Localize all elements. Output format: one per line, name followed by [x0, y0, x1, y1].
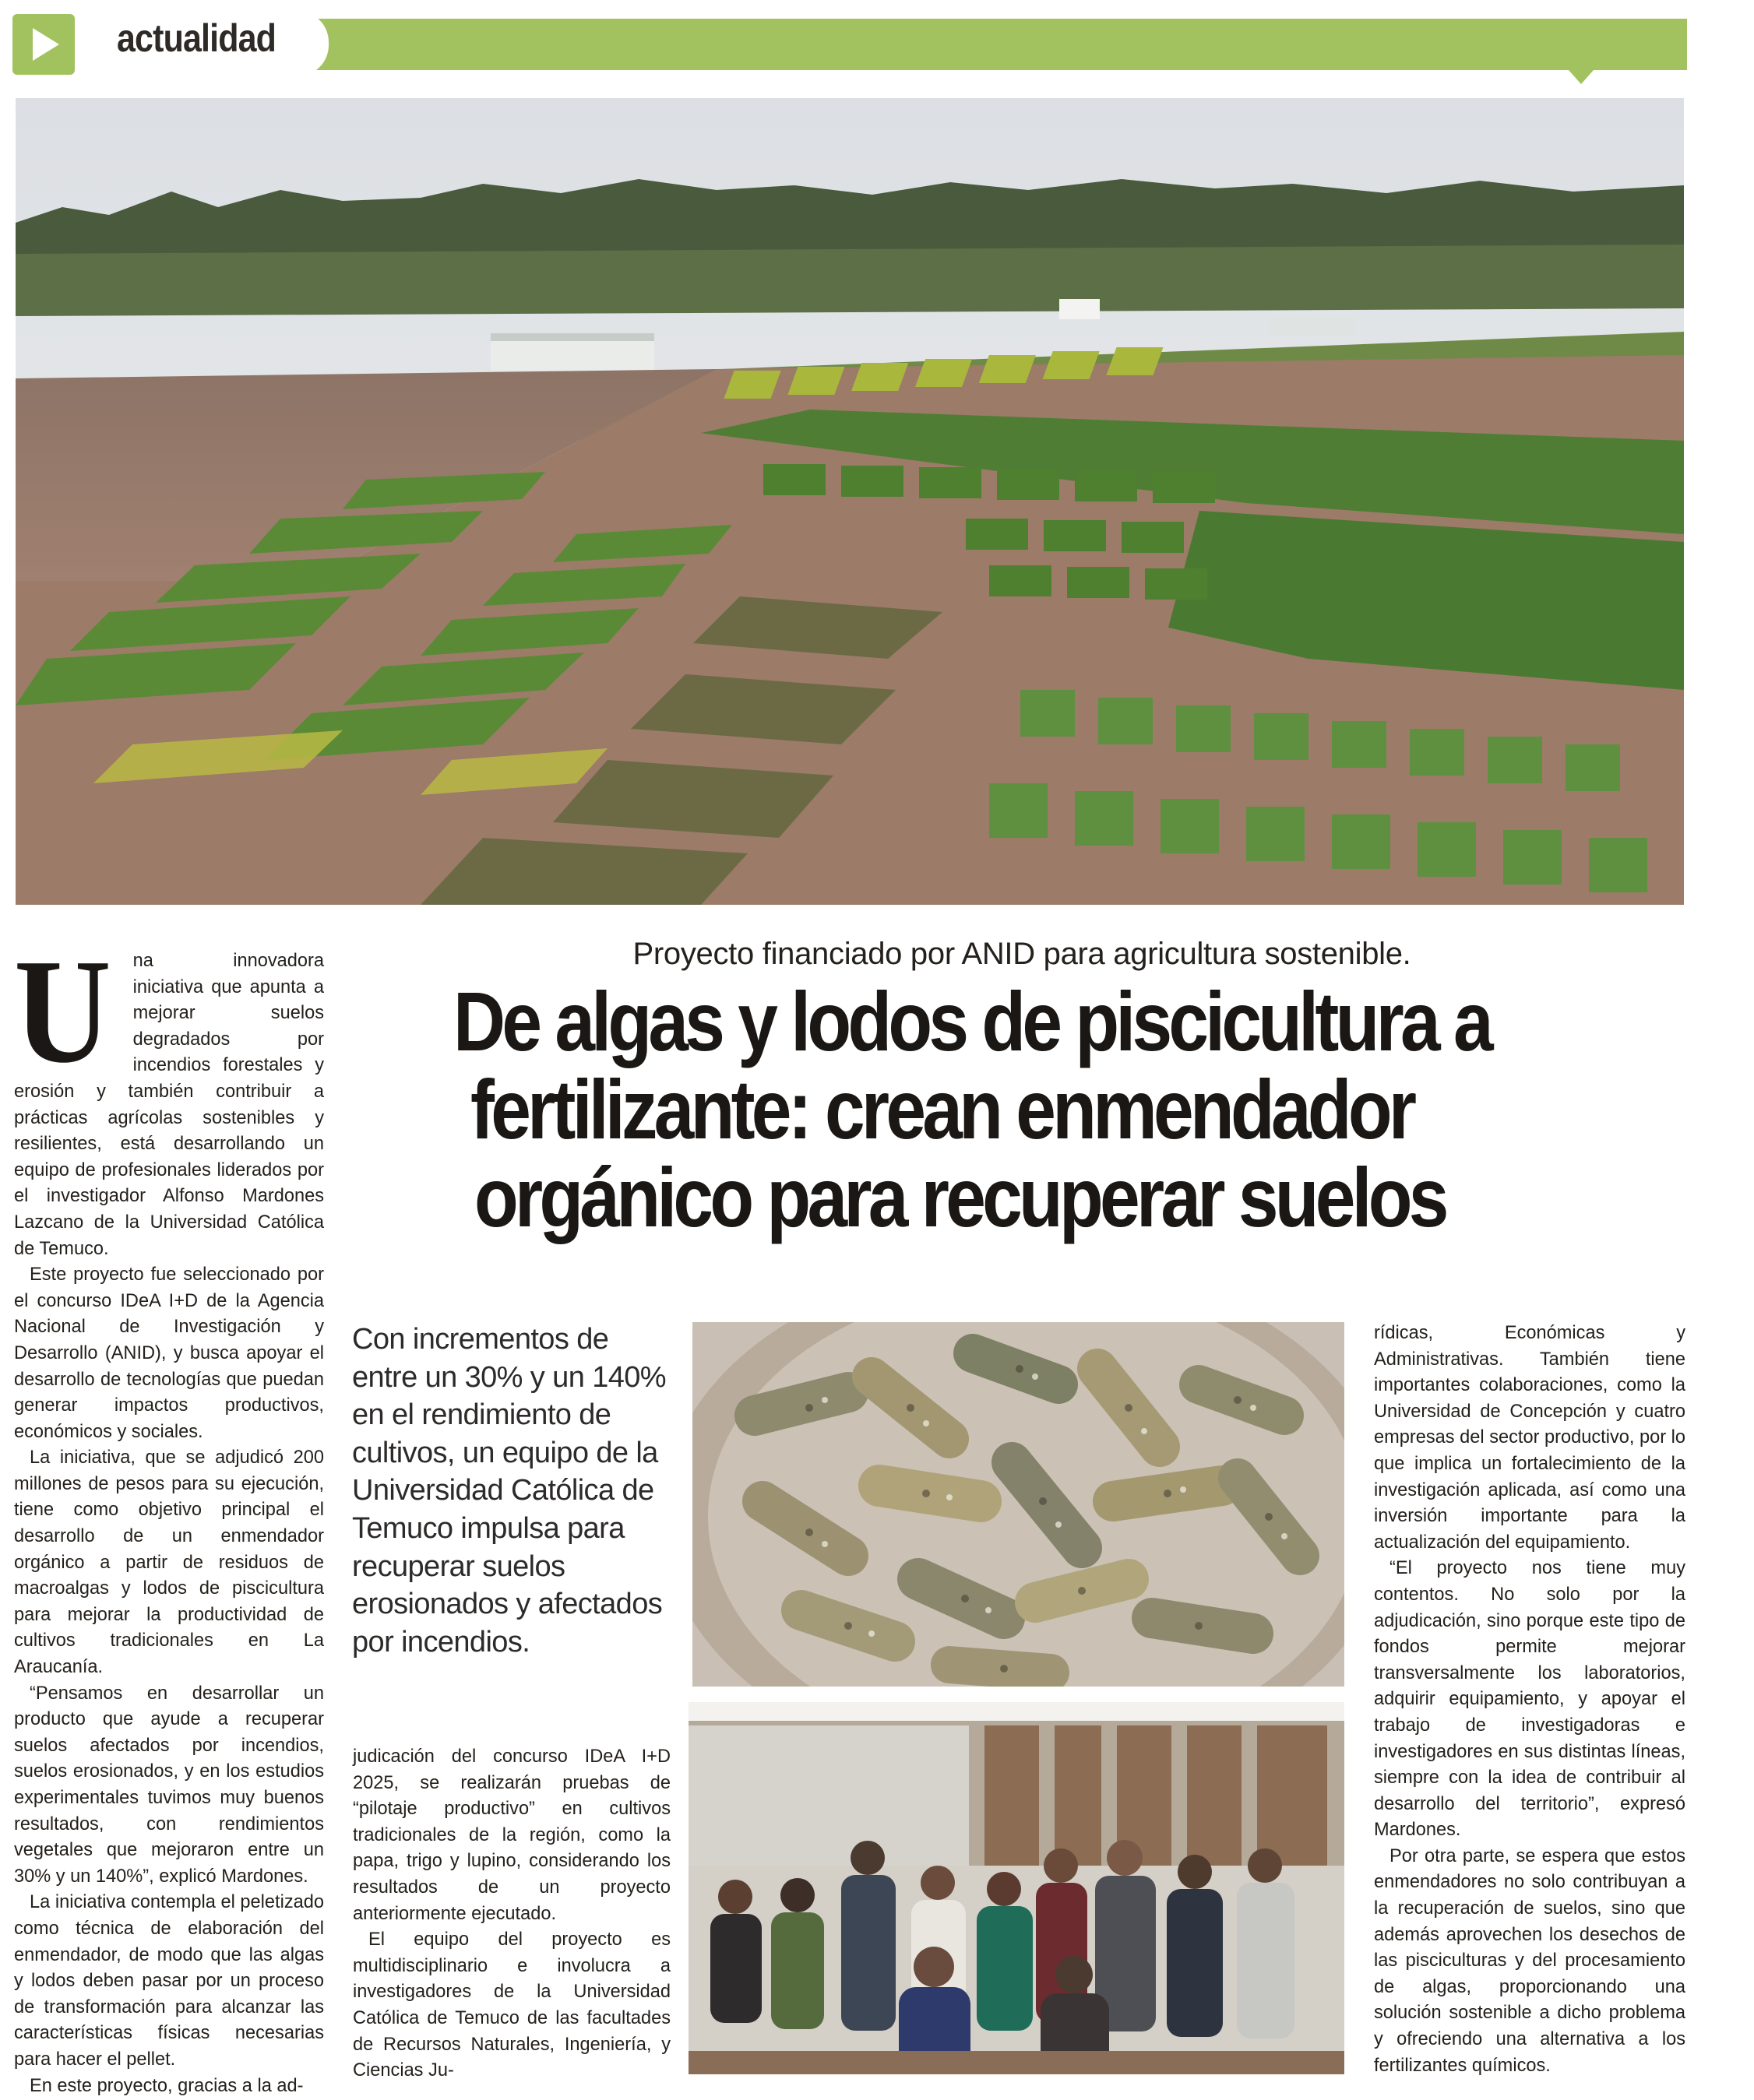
- headline-line: orgánico para recuperar suelos: [474, 1150, 1446, 1244]
- play-arrow-icon: [12, 14, 75, 75]
- headline-line: fertilizante: crean enmendador: [470, 1062, 1414, 1156]
- drop-cap: U: [14, 928, 111, 1094]
- article-kicker: Proyecto financiado por ANID para agricultura sostenible.: [632, 937, 1411, 971]
- pellet-photo: [692, 1322, 1344, 1687]
- headline-line: De algas y lodos de piscicultura a: [453, 974, 1490, 1068]
- article-paragraph: “El proyecto nos tiene muy contentos. No solo por la adjudicación, sino porque este tipo de fondos permite mejorar transversalmente los laboratorios, adquirir equipamiento, y apoyar el trabajo de investigadoras e investigadores en sus distintas líneas, siempre con la idea de contribuir al desarrollo del territorio”, expresó Mardones.: [1374, 1558, 1685, 1841]
- article-paragraph: [14, 928, 324, 1262]
- crop-field-illustration: [16, 98, 1684, 905]
- section-bar: [308, 19, 1687, 70]
- pellets-illustration: [692, 1322, 1344, 1687]
- team-photo: [689, 1702, 1344, 2074]
- paragraph-text: na innovadora iniciativa que apunta a mejorar suelos degradados por incendios forestales y erosión y también contribuir a prácticas agrícolas sostenibles y resilientes, está desarrollando un equipo de profesionales liderados por el investigador Alfonso Mardones Lazcano de la Universidad Católica de Temuco.: [14, 951, 324, 1259]
- article-column-5: [1374, 1321, 1685, 2079]
- article-column-1: [14, 928, 324, 2099]
- article-paragraph: En este proyecto, gracias a la ad-: [30, 2075, 304, 2096]
- article-paragraph: rídicas, Económicas y Administrativas. También tiene importantes colaboraciones, como la Universidad de Concepción y cuatro empresas del sector productivo, por lo que implica un fortalecimiento de la investigación aplicada, así como una inversión importante para la actualización del equipamiento.: [1374, 1323, 1685, 1553]
- article-paragraph: Este proyecto fue seleccionado por el concurso IDeA I+D de la Agencia Nacional de Investigación y Desarrollo (ANID), y busca apoyar el desarrollo de tecnologías que puedan generar impactos productivos, económicos y sociales.: [14, 1265, 324, 1442]
- article-paragraph: La iniciativa, que se adjudicó 200 millones de pesos para su ejecución, tiene como objetivo principal el desarrollo de un enmendador orgánico a partir de residuos de macroalgas y lodos de piscicultura para mejorar la productividad de cultivos tradicionales en La Araucanía.: [14, 1447, 324, 1678]
- team-illustration: [689, 1702, 1344, 2074]
- section-label: actualidad: [117, 16, 276, 60]
- section-bar-notch: [1569, 70, 1594, 84]
- hero-photo-crop-field: [16, 98, 1684, 905]
- article-paragraph: judicación del concurso IDeA I+D 2025, se realizarán pruebas de “pilotaje productivo” en cultivos tradicionales de la región, como la papa, trigo y lupino, considerando los resultados de un proyecto anteriormente ejecutado.: [353, 1746, 671, 1924]
- section-header: [12, 11, 1687, 76]
- article-paragraph: “Pensamos en desarrollar un producto que ayude a recuperar suelos afectados por incendios, suelos erosionados, y en los estudios experimentales tuvimos muy buenos resultados, con rendimientos vegetales que mejoraron entre un 30% y un 140%”, explicó Mardones.: [14, 1683, 324, 1887]
- article-headline: [343, 974, 1682, 1244]
- article-paragraph: Por otra parte, se espera que estos enmendadores no solo contribuyan a la recuperación de suelos, sino que además aprovechen los desechos de las pisciculturas y del procesamiento de algas, proporcionando una solución sostenible a dicho problema y ofreciendo una alternativa a los fertilizantes químicos.: [1374, 1845, 1685, 2076]
- article-column-3: [353, 1744, 671, 2084]
- article-summary: Con incrementos de entre un 30% y un 140% en el rendimiento de cultivos, un equipo de la Universidad Católica de Temuco impulsa para recuperar suelos erosionados y afectados por incendios.: [352, 1323, 666, 1659]
- article-paragraph: El equipo del proyecto es multidisciplinario e involucra a investigadores de la Universidad Católica de Temuco de las facultades de Recursos Naturales, Ingeniería, y Ciencias Ju-: [353, 1929, 671, 2081]
- article-paragraph: La iniciativa contempla el peletizado como técnica de elaboración del enmendador, de modo que las algas y lodos deben pasar por un proceso de transformación para alcanzar las características físicas necesarias para hacer el pellet.: [14, 1892, 324, 2070]
